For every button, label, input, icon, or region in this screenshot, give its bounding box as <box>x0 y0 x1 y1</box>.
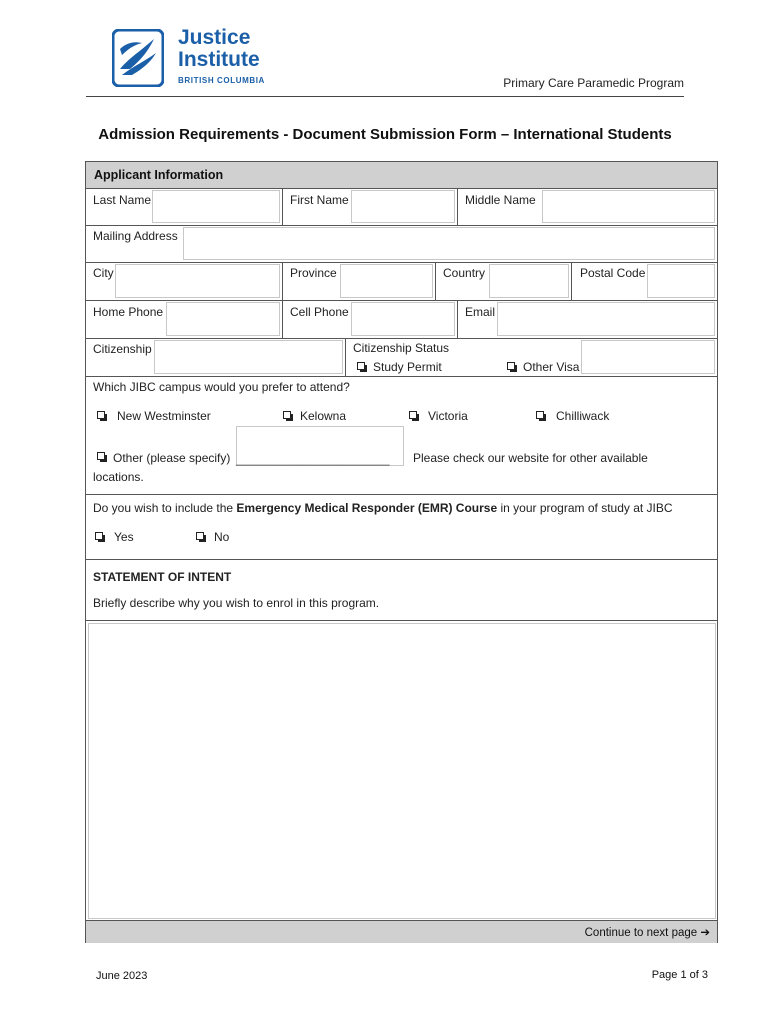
footer-date: June 2023 <box>96 970 148 982</box>
emr-question <box>93 501 673 515</box>
other-campus-underline: _______________________ <box>236 452 390 466</box>
logo-text-justice: Justice <box>178 26 251 49</box>
first-name-label: First Name <box>290 193 349 207</box>
col-divider <box>457 188 458 225</box>
kelowna-label: Kelowna <box>300 409 347 423</box>
applicant-section-header <box>86 162 717 189</box>
city-label: City <box>93 266 114 280</box>
row-divider <box>86 225 717 226</box>
country-label: Country <box>443 266 486 280</box>
header-divider <box>86 96 684 97</box>
citizenship-status-label: Citizenship Status <box>353 341 450 355</box>
col-divider <box>345 338 346 376</box>
new-westminster-label: New Westminster <box>117 409 211 423</box>
other-visa-checkbox[interactable] <box>507 362 515 370</box>
first-name-field[interactable] <box>351 190 455 223</box>
province-label: Province <box>290 266 337 280</box>
row-divider <box>86 300 717 301</box>
col-divider <box>435 262 436 300</box>
campus-note-continued: locations. <box>93 470 144 484</box>
new-westminster-checkbox[interactable] <box>97 411 105 419</box>
home-phone-label: Home Phone <box>93 305 164 319</box>
country-field[interactable] <box>489 264 569 298</box>
campus-note: Please check our website for other available <box>413 451 648 465</box>
postal-code-label: Postal Code <box>580 266 646 280</box>
postal-code-field[interactable] <box>647 264 715 298</box>
mailing-address-field[interactable] <box>183 227 715 260</box>
row-divider <box>86 559 717 560</box>
mailing-address-label: Mailing Address <box>93 229 178 243</box>
campus-question: Which JIBC campus would you prefer to attend? <box>93 380 350 394</box>
row-divider <box>86 620 717 621</box>
kelowna-checkbox[interactable] <box>283 411 291 419</box>
col-divider <box>282 262 283 300</box>
cell-phone-label: Cell Phone <box>290 305 349 319</box>
emr-no-checkbox[interactable] <box>196 532 204 540</box>
col-divider <box>282 300 283 338</box>
emr-course-name: Emergency Medical Responder (EMR) Course <box>236 501 498 515</box>
citizenship-label: Citizenship <box>93 342 152 356</box>
email-field[interactable] <box>497 302 715 336</box>
applicant-section-title: Applicant Information <box>94 168 224 182</box>
other-campus-label: Other (please specify) <box>113 451 231 465</box>
province-field[interactable] <box>340 264 433 298</box>
row-divider <box>86 262 717 263</box>
jibc-logo-icon <box>112 29 164 87</box>
logo-subtitle: BRITISH COLUMBIA <box>178 76 265 85</box>
victoria-checkbox[interactable] <box>409 411 417 419</box>
col-divider <box>571 262 572 300</box>
program-name: Primary Care Paramedic Program <box>503 76 684 90</box>
emr-no-label: No <box>214 530 230 544</box>
row-divider <box>86 494 717 495</box>
col-divider <box>282 188 283 225</box>
col-divider <box>457 300 458 338</box>
emr-question-prefix: Do you wish to include the <box>93 501 237 515</box>
citizenship-field[interactable] <box>154 340 343 374</box>
study-permit-checkbox[interactable] <box>357 362 365 370</box>
email-label: Email <box>465 305 496 319</box>
city-field[interactable] <box>115 264 280 298</box>
page-title: Admission Requirements - Document Submission Form – International Students <box>98 126 672 143</box>
other-visa-field[interactable] <box>581 340 715 374</box>
last-name-label: Last Name <box>93 193 152 207</box>
row-divider <box>86 338 717 339</box>
study-permit-label: Study Permit <box>373 360 442 374</box>
middle-name-field[interactable] <box>542 190 715 223</box>
emr-question-suffix: in your program of study at JIBC <box>497 501 673 515</box>
footer-page-number: Page 1 of 3 <box>651 969 708 981</box>
logo-text-institute: Institute <box>178 48 260 71</box>
other-campus-checkbox[interactable] <box>97 452 105 460</box>
intent-prompt: Briefly describe why you wish to enrol in this program. <box>93 596 380 610</box>
other-visa-label: Other Visa <box>523 360 580 374</box>
chilliwack-label: Chilliwack <box>556 409 610 423</box>
chilliwack-checkbox[interactable] <box>536 411 544 419</box>
intent-textarea[interactable] <box>88 623 716 919</box>
last-name-field[interactable] <box>152 190 280 223</box>
cell-phone-field[interactable] <box>351 302 455 336</box>
victoria-label: Victoria <box>428 409 468 423</box>
middle-name-label: Middle Name <box>465 193 536 207</box>
continue-next-page-link[interactable]: Continue to next page ➔ <box>584 927 710 939</box>
intent-title: STATEMENT OF INTENT <box>93 570 232 584</box>
emr-yes-checkbox[interactable] <box>95 532 103 540</box>
home-phone-field[interactable] <box>166 302 280 336</box>
row-divider <box>86 376 717 377</box>
emr-yes-label: Yes <box>114 530 134 544</box>
